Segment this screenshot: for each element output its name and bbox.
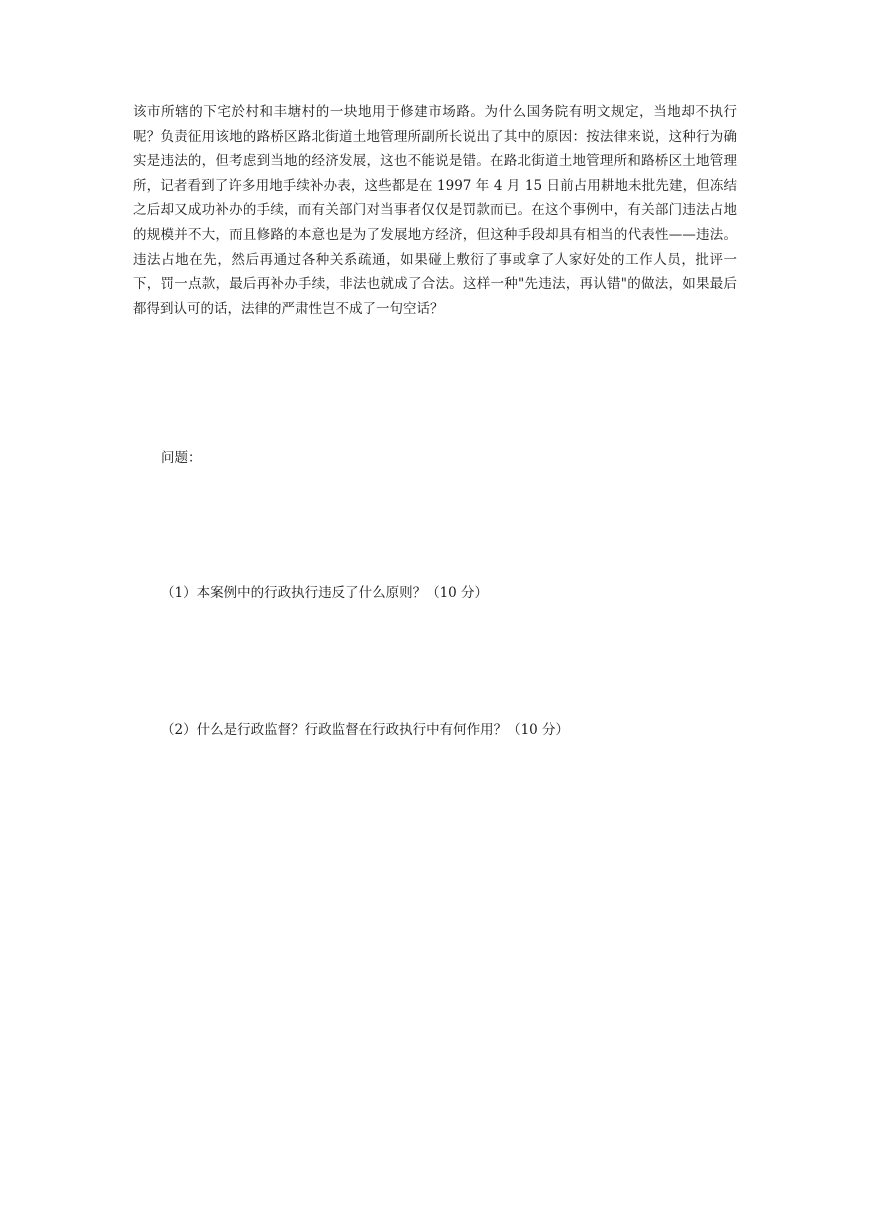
question-2: （2）什么是行政监督？行政监督在行政执行中有何作用？（10 分） bbox=[161, 722, 570, 738]
question-1: （1）本案例中的行政执行违反了什么原则？（10 分） bbox=[161, 585, 489, 601]
questions-label: 问题： bbox=[161, 450, 202, 466]
case-paragraph: 该市所辖的下宅於村和丰塘村的一块地用于修建市场路。为什么国务院有明文规定，当地却不执行呢？负责征用该地的路桥区路北街道土地管理所副所长说出了其中的原因：按法律来说，这种行为确实是违法的，但考虑到当地的经济发展，这也不能说是错。在路北街道土地管理所和路桥区土地管理所，记者看到了许多用地手续补办表，这些都是在 1997 年 4 月 15 日前占用耕地未批先建，但冻结之后却又成功补办的手续，而有关部门对当事者仅仅是罚款而已。在这个事例中，有关部门违法占地的规模并不大，而且修路的本意也是为了发展地方经济，但这种手段却具有相当的代表性——违法。违法占地在先，然后再通过各种关系疏通，如果碰上敷衍了事或拿了人家好处的工作人员，批评一下，罚一点款，最后再补办手续，非法也就成了合法。这样一种"先违法，再认错"的做法，如果最后都得到认可的话，法律的严肃性岂不成了一句空话？ bbox=[133, 104, 737, 317]
